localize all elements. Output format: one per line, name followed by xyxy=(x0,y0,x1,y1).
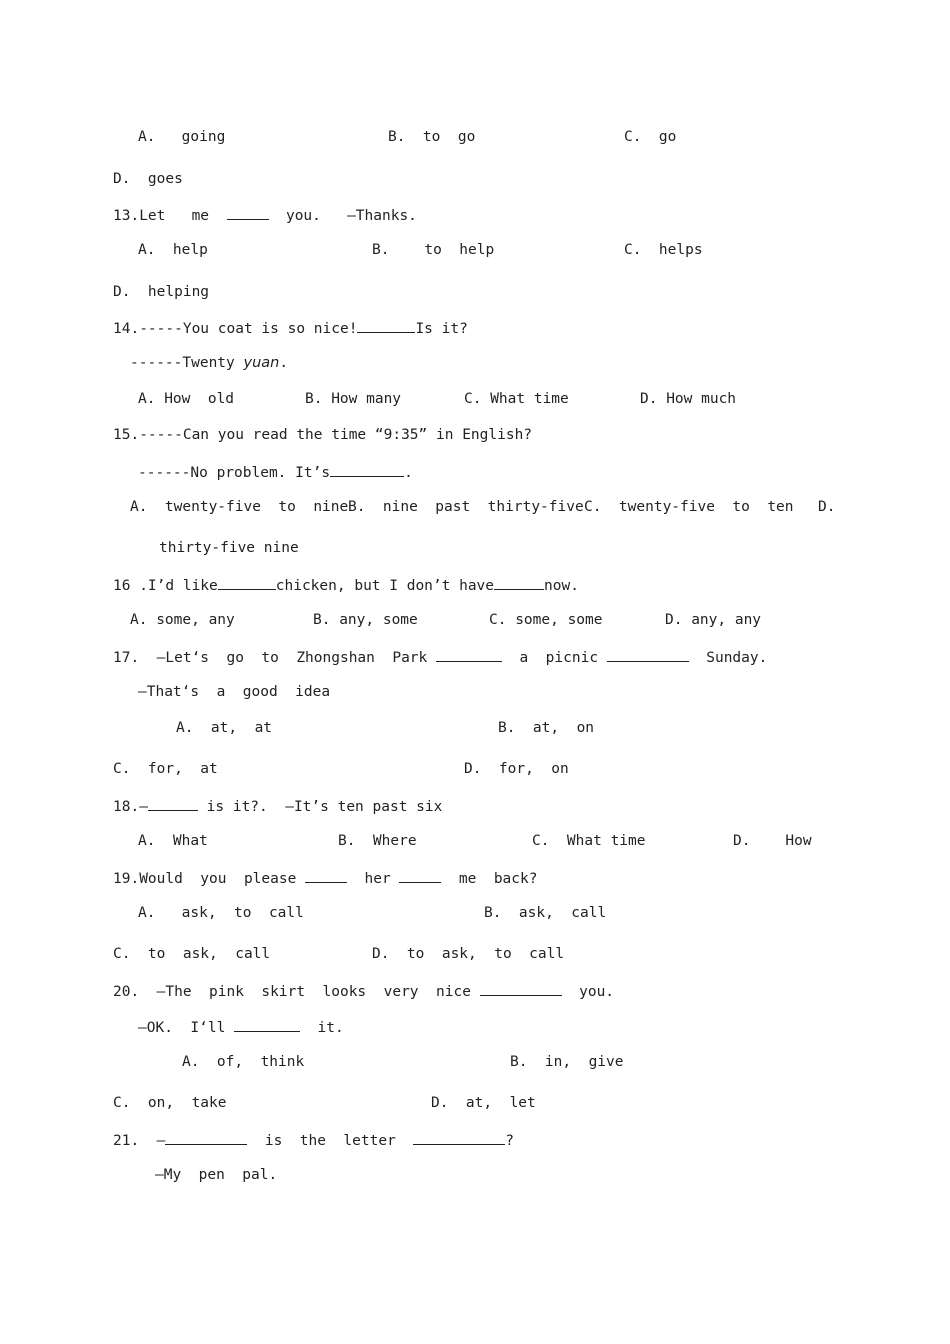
q17-option-c: C. for, at xyxy=(113,761,218,777)
q21-blank-1 xyxy=(165,1130,247,1145)
q19-blank-1 xyxy=(305,868,347,883)
q20-stem-start: 20. —The pink skirt looks very nice xyxy=(113,984,480,1000)
q19-option-c: C. to ask, call xyxy=(113,946,271,962)
q19-option-a: A. ask, to call xyxy=(138,905,304,921)
q15-option-b: B. nine past thirty-five xyxy=(348,499,584,515)
q21-reply: —My pen pal. xyxy=(155,1167,278,1183)
q21-stem-middle: is the letter xyxy=(247,1133,414,1149)
q14-stem-start: 14.-----You coat is so nice! xyxy=(113,321,358,337)
q19-stem-middle: her xyxy=(347,871,400,887)
q13-option-d: D. helping xyxy=(113,284,210,300)
q13-stem-start: 13.Let me xyxy=(113,208,227,224)
q14-reply-start: ------Twenty xyxy=(130,355,244,371)
q18-option-d: D. How xyxy=(733,833,812,849)
q14-option-c: C. What time xyxy=(464,391,569,407)
q16-stem xyxy=(113,575,579,595)
q17-blank-2 xyxy=(607,647,689,662)
q19-option-b: B. ask, call xyxy=(484,905,607,921)
q15-blank xyxy=(330,462,404,477)
q18-option-b: B. Where xyxy=(338,833,417,849)
q20-option-b: B. in, give xyxy=(510,1054,624,1070)
q17-option-d: D. for, on xyxy=(464,761,569,777)
q20-reply xyxy=(138,1017,344,1037)
q15-option-a: A. twenty-five to nine xyxy=(130,499,349,515)
q18-stem-start: 18.— xyxy=(113,799,148,815)
q12-option-b: B. to go xyxy=(388,129,476,145)
q20-reply-start: —OK. I‘ll xyxy=(138,1020,235,1036)
q13-option-a: A. help xyxy=(138,242,208,258)
q14-reply-end: . xyxy=(279,355,289,371)
q14-blank xyxy=(357,318,415,333)
q13-blank xyxy=(227,205,269,220)
q16-stem-start: 16 .I’d like xyxy=(113,578,218,594)
q16-option-d: D. any, any xyxy=(665,612,762,628)
q14-reply xyxy=(130,354,288,372)
q15-option-d: thirty-five nine xyxy=(159,540,299,556)
q16-blank-2 xyxy=(494,575,544,590)
q20-stem xyxy=(113,981,614,1001)
q21-blank-2 xyxy=(413,1130,505,1145)
q21-stem xyxy=(113,1130,514,1150)
q15-reply-end: . xyxy=(404,465,413,481)
q12-option-d: D. goes xyxy=(113,171,183,187)
q18-stem xyxy=(113,796,442,816)
q14-reply-italic: yuan xyxy=(243,355,280,371)
q17-stem xyxy=(113,647,767,667)
q19-stem-start: 19.Would you please xyxy=(113,871,306,887)
q20-option-a: A. of, think xyxy=(182,1054,305,1070)
q15-reply xyxy=(138,462,413,482)
q21-stem-end: ? xyxy=(505,1133,514,1149)
q17-stem-start: 17. —Let‘s go to Zhongshan Park xyxy=(113,650,437,666)
q19-stem-end: me back? xyxy=(441,871,538,887)
q15-stem: 15.-----Can you read the time “9:35” in English? xyxy=(113,427,533,443)
q20-stem-end: you. xyxy=(561,984,615,1000)
q18-option-a: A. What xyxy=(138,833,208,849)
q17-reply: —That‘s a good idea xyxy=(138,684,331,700)
q19-option-d: D. to ask, to call xyxy=(372,946,565,962)
q17-stem-middle: a picnic xyxy=(502,650,607,666)
q20-option-c: C. on, take xyxy=(113,1095,227,1111)
q14-stem xyxy=(113,318,468,338)
q14-option-b: B. How many xyxy=(305,391,402,407)
q13-option-c: C. helps xyxy=(624,242,703,258)
q20-option-d: D. at, let xyxy=(431,1095,536,1111)
q12-option-a: A. going xyxy=(138,129,226,145)
q16-option-a: A. some, any xyxy=(130,612,235,628)
q14-option-a: A. How old xyxy=(138,391,235,407)
q15-reply-start: ------No problem. It’s xyxy=(138,465,331,481)
q19-stem xyxy=(113,868,537,888)
q16-option-b: B. any, some xyxy=(313,612,418,628)
q17-option-a: A. at, at xyxy=(176,720,273,736)
q16-stem-middle: chicken, but I don’t have xyxy=(275,578,495,594)
q13-stem xyxy=(113,205,417,225)
q15-option-d-letter: D. xyxy=(818,499,836,515)
q15-option-c: C. twenty-five to ten xyxy=(584,499,794,515)
q16-option-c: C. some, some xyxy=(489,612,603,628)
q18-stem-end: is it?. —It’s ten past six xyxy=(197,799,443,815)
q18-blank xyxy=(148,796,198,811)
q14-option-d: D. How much xyxy=(640,391,737,407)
q17-blank-1 xyxy=(436,647,502,662)
q21-stem-start: 21. — xyxy=(113,1133,166,1149)
q14-stem-end: Is it? xyxy=(415,321,468,337)
q16-blank-1 xyxy=(218,575,276,590)
q13-option-b: B. to help xyxy=(372,242,495,258)
q13-stem-end: you. —Thanks. xyxy=(268,208,417,224)
q20-reply-blank xyxy=(234,1017,300,1032)
q16-stem-end: now. xyxy=(544,578,579,594)
q20-reply-end: it. xyxy=(300,1020,344,1036)
q12-option-c: C. go xyxy=(624,129,677,145)
q18-option-c: C. What time xyxy=(532,833,646,849)
q19-blank-2 xyxy=(399,868,441,883)
q17-option-b: B. at, on xyxy=(498,720,595,736)
q17-stem-end: Sunday. xyxy=(688,650,768,666)
q20-blank xyxy=(480,981,562,996)
